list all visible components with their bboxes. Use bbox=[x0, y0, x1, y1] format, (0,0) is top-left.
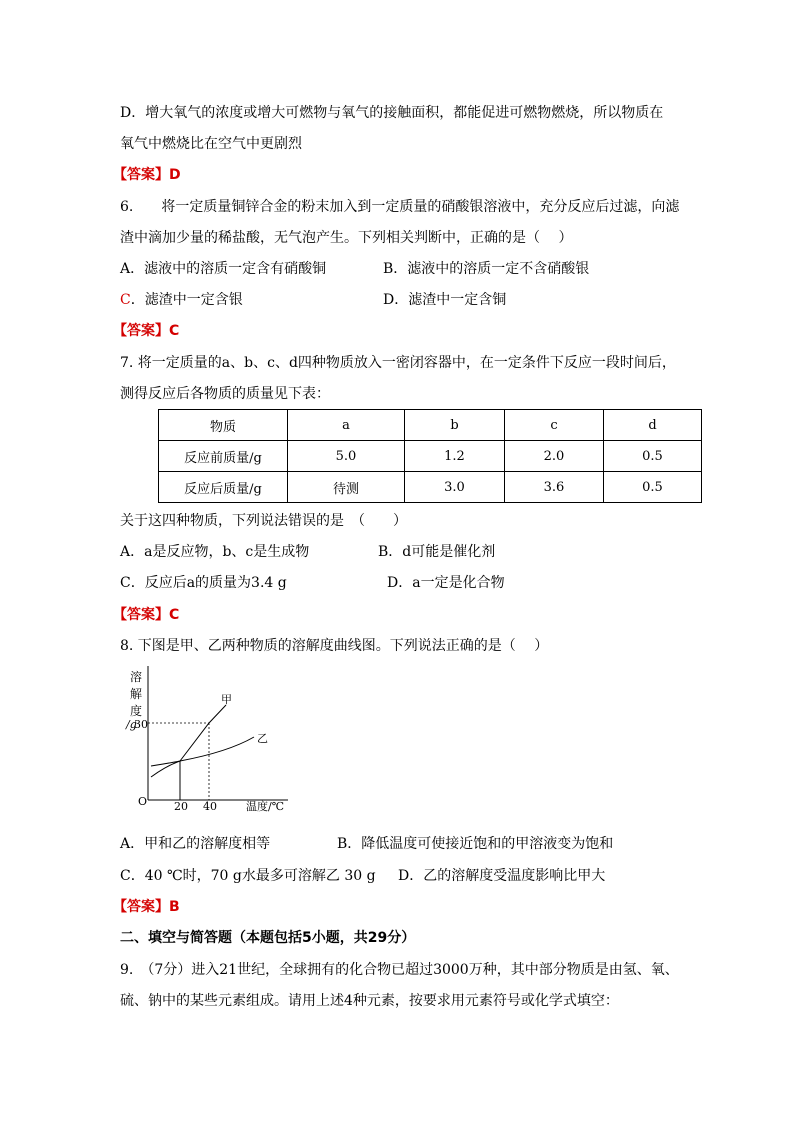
q7-option-c: C．反应后a的质量为3.4 g bbox=[120, 575, 287, 591]
q7-stem-line1: 7. 将一定质量的a、b、c、d四种物质放入一密闭容器中，在一定条件下反应一段时间后， bbox=[120, 355, 676, 371]
q6-option-a: A．滤液中的溶质一定含有硝酸铜 bbox=[120, 261, 327, 277]
table-cell: d bbox=[604, 410, 702, 441]
q6-answer: 【答案】C bbox=[113, 323, 180, 339]
q7-option-b: B．d可能是催化剂 bbox=[378, 544, 496, 560]
q6-option-c-text: ．滤渣中一定含银 bbox=[130, 292, 243, 308]
ylabel-char: 解 bbox=[130, 687, 143, 701]
q9-line2: 硫、钠中的某些元素组成。请用上述4种元素，按要求用元素符号或化学式填空： bbox=[120, 993, 619, 1009]
table-cell: 物质 bbox=[159, 410, 288, 441]
curve-jia-label: 甲 bbox=[221, 693, 232, 706]
ylabel-char: 度 bbox=[130, 704, 143, 718]
q7-option-d: D．a一定是化合物 bbox=[387, 575, 505, 591]
q8-option-d: D．乙的溶解度受温度影响比甲大 bbox=[398, 868, 606, 884]
q7-option-a: A．a是反应物，b、c是生成物 bbox=[120, 544, 310, 560]
q6-option-c bbox=[120, 290, 243, 310]
table-cell: 2.0 bbox=[505, 441, 604, 472]
q7-question: 关于这四种物质，下列说法错误的是 （ ） bbox=[120, 513, 407, 529]
table-cell: 反应后质量/g bbox=[159, 472, 288, 503]
q8-option-b: B．降低温度可使接近饱和的甲溶液变为饱和 bbox=[337, 836, 614, 852]
x-tick-20: 20 bbox=[174, 800, 188, 813]
q5-answer: 【答案】D bbox=[113, 167, 181, 183]
table-cell: c bbox=[505, 410, 604, 441]
x-axis-label: 温度/℃ bbox=[246, 800, 285, 813]
q6-option-c-letter: C bbox=[120, 292, 131, 308]
table-cell: 5.0 bbox=[288, 441, 405, 472]
y-tick-30: 30 bbox=[134, 718, 148, 731]
table-cell: b bbox=[405, 410, 505, 441]
table-row bbox=[159, 441, 702, 472]
q6-option-b: B．滤液中的溶质一定不含硝酸银 bbox=[383, 261, 590, 277]
q6-stem-line1: 6. 将一定质量铜锌合金的粉末加入到一定质量的硝酸银溶液中，充分反应后过滤，向滤 bbox=[120, 199, 680, 215]
table-cell: 0.5 bbox=[604, 441, 702, 472]
curve-jia bbox=[151, 705, 226, 777]
table-row bbox=[159, 472, 702, 503]
section-2-title: 二、填空与简答题（本题包括5小题，共29分） bbox=[120, 930, 416, 946]
q5-option-d-line2: 氧气中燃烧比在空气中更剧烈 bbox=[120, 136, 302, 152]
x-tick-40: 40 bbox=[203, 800, 217, 813]
q8-stem: 8. 下图是甲、乙两种物质的溶解度曲线图。下列说法正确的是（ ） bbox=[120, 638, 549, 654]
table-cell: 3.6 bbox=[505, 472, 604, 503]
q8-option-a: A．甲和乙的溶解度相等 bbox=[120, 836, 271, 852]
q7-stem-line2: 测得反应后各物质的质量见下表： bbox=[120, 386, 330, 402]
mass-table bbox=[158, 409, 702, 503]
curve-yi-label: 乙 bbox=[257, 732, 268, 745]
curve-yi bbox=[151, 737, 254, 766]
table-cell: 1.2 bbox=[405, 441, 505, 472]
y-unit-label: /g bbox=[126, 718, 137, 731]
origin-label: O bbox=[138, 795, 148, 808]
q6-option-d: D．滤渣中一定含铜 bbox=[383, 292, 507, 308]
q8-answer: 【答案】B bbox=[113, 899, 180, 915]
table-cell: a bbox=[288, 410, 405, 441]
table-cell: 待测 bbox=[288, 472, 405, 503]
ylabel-char: 溶 bbox=[130, 670, 143, 684]
table-cell: 反应前质量/g bbox=[159, 441, 288, 472]
q6-stem-line2: 渣中滴加少量的稀盐酸，无气泡产生。下列相关判断中，正确的是（ ） bbox=[120, 230, 573, 246]
q5-option-d-line1: D．增大氧气的浓度或增大可燃物与氧气的接触面积，都能促进可燃物燃烧，所以物质在 bbox=[120, 105, 664, 121]
table-cell: 0.5 bbox=[604, 472, 702, 503]
table-header-row bbox=[159, 410, 702, 441]
q8-option-c: C．40 ℃时，70 g水最多可溶解乙 30 g bbox=[120, 868, 376, 884]
solubility-graph bbox=[118, 662, 318, 820]
q9-line1: 9. （7分）进入21世纪，全球拥有的化合物已超过3000万种，其中部分物质是由氢、氧、 bbox=[120, 962, 679, 978]
q7-answer: 【答案】C bbox=[113, 607, 180, 623]
table-cell: 3.0 bbox=[405, 472, 505, 503]
